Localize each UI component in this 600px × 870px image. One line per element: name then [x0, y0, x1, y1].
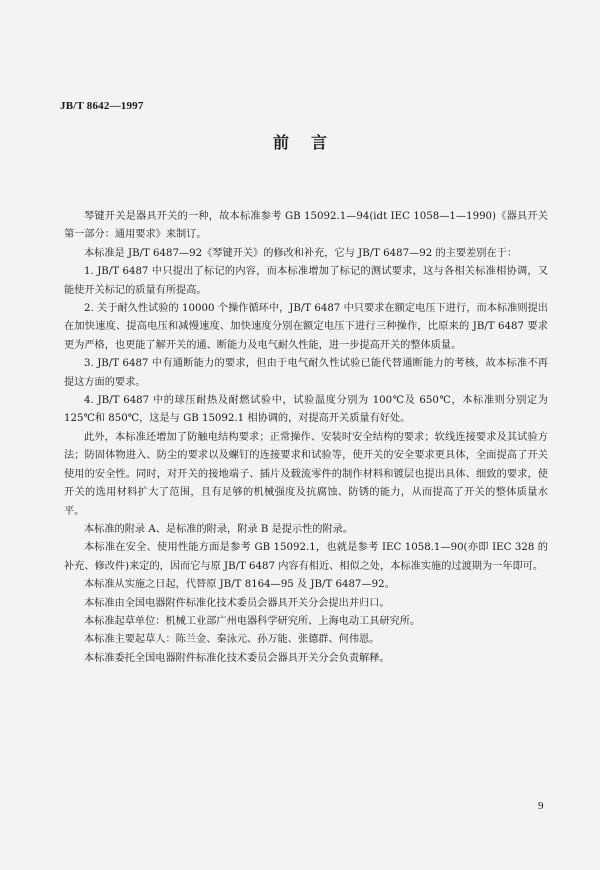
page-title: 前言	[272, 133, 349, 152]
paragraph: 本标准在安全、使用性能方面是参考 GB 15092.1，也就是参考 IEC 1058.1—90(亦即 IEC 328 的补充、修改件)来定的，因而它与原 JB/T 6487 内容有相近、相似之处，本标准实施的过渡期为一年即可。	[64, 542, 548, 572]
paragraph: 琴键开关是器具开关的一种，故本标准参考 GB 15092.1—94(idt IEC 1058—1—1990)《器具开关 第一部分：通用要求》来制订。	[64, 211, 548, 241]
paragraph: 1. JB/T 6487 中只提出了标记的内容，而本标准增加了标记的测试要求，这与各相关标准相协调，又能使开关标记的质量有所提高。	[64, 266, 548, 296]
page-number: 9	[538, 800, 544, 812]
foreword-body	[64, 208, 548, 668]
standard-code: JB/T 8642—1997	[60, 100, 144, 112]
paragraph: 本标准从实施之日起，代替原 JB/T 8164—95 及 JB/T 6487—92。	[84, 579, 395, 591]
paragraph: 2. 关于耐久性试验的 10000 个操作循环中，JB/T 6487 中只要求在额定电压下进行，而本标准则提出在加快速度、提高电压和减慢速度、加快速度分别在额定电压下进行三种操作，比原来的 JB/T 6487 要求更为严格，也更能了解开关的通、断能力及电气耐久性能，进一步提高开关的整体质量。	[64, 303, 548, 351]
paragraph: 本标准起草单位：机械工业部广州电器科学研究所、上海电动工具研究所。	[84, 615, 421, 627]
paragraph: 本标准由全国电器附件标准化技术委员会器具开关分会提出并归口。	[84, 597, 390, 609]
paragraph: 4. JB/T 6487 中的球压耐热及耐燃试验中，试验温度分别为 100℃及 650℃，本标准则分别定为 125℃和 850℃，这是与 GB 15092.1 相协调的，对提高开关质量有好处。	[64, 395, 548, 425]
paragraph: 本标准委托全国电器附件标准化技术委员会器具开关分会负责解释。	[84, 652, 390, 664]
paragraph: 此外，本标准还增加了防触电结构要求；正常操作、安装时安全结构的要求；软线连接要求及其试验方法；防固体物进入、防尘的要求以及螺钉的连接要求和试验等，使开关的安全要求更具体，全面提高了开关使用的安全性。同时，对开关的接地端子、插片及载流零件的制作材料和镀层也提出具体、细致的要求，使开关的选用材料扩大了范围，且有足够的机械强度及抗腐蚀、防锈的能力，从而提高了开关的整体质量水平。	[64, 431, 548, 517]
paragraph: 本标准主要起草人：陈兰金、秦泳元、孙万能、张德群、何伟恩。	[84, 634, 380, 646]
paragraph: 3. JB/T 6487 中有通断能力的要求，但由于电气耐久性试验已能代替通断能力的考核，故本标准不再提这方面的要求。	[64, 358, 548, 388]
paragraph: 本标准的附录 A、是标准的附录，附录 B 是提示性的附录。	[84, 523, 354, 535]
paragraph: 本标准是 JB/T 6487—92《琴键开关》的修改和补充，它与 JB/T 6487—92 的主要差别在于：	[84, 247, 518, 259]
